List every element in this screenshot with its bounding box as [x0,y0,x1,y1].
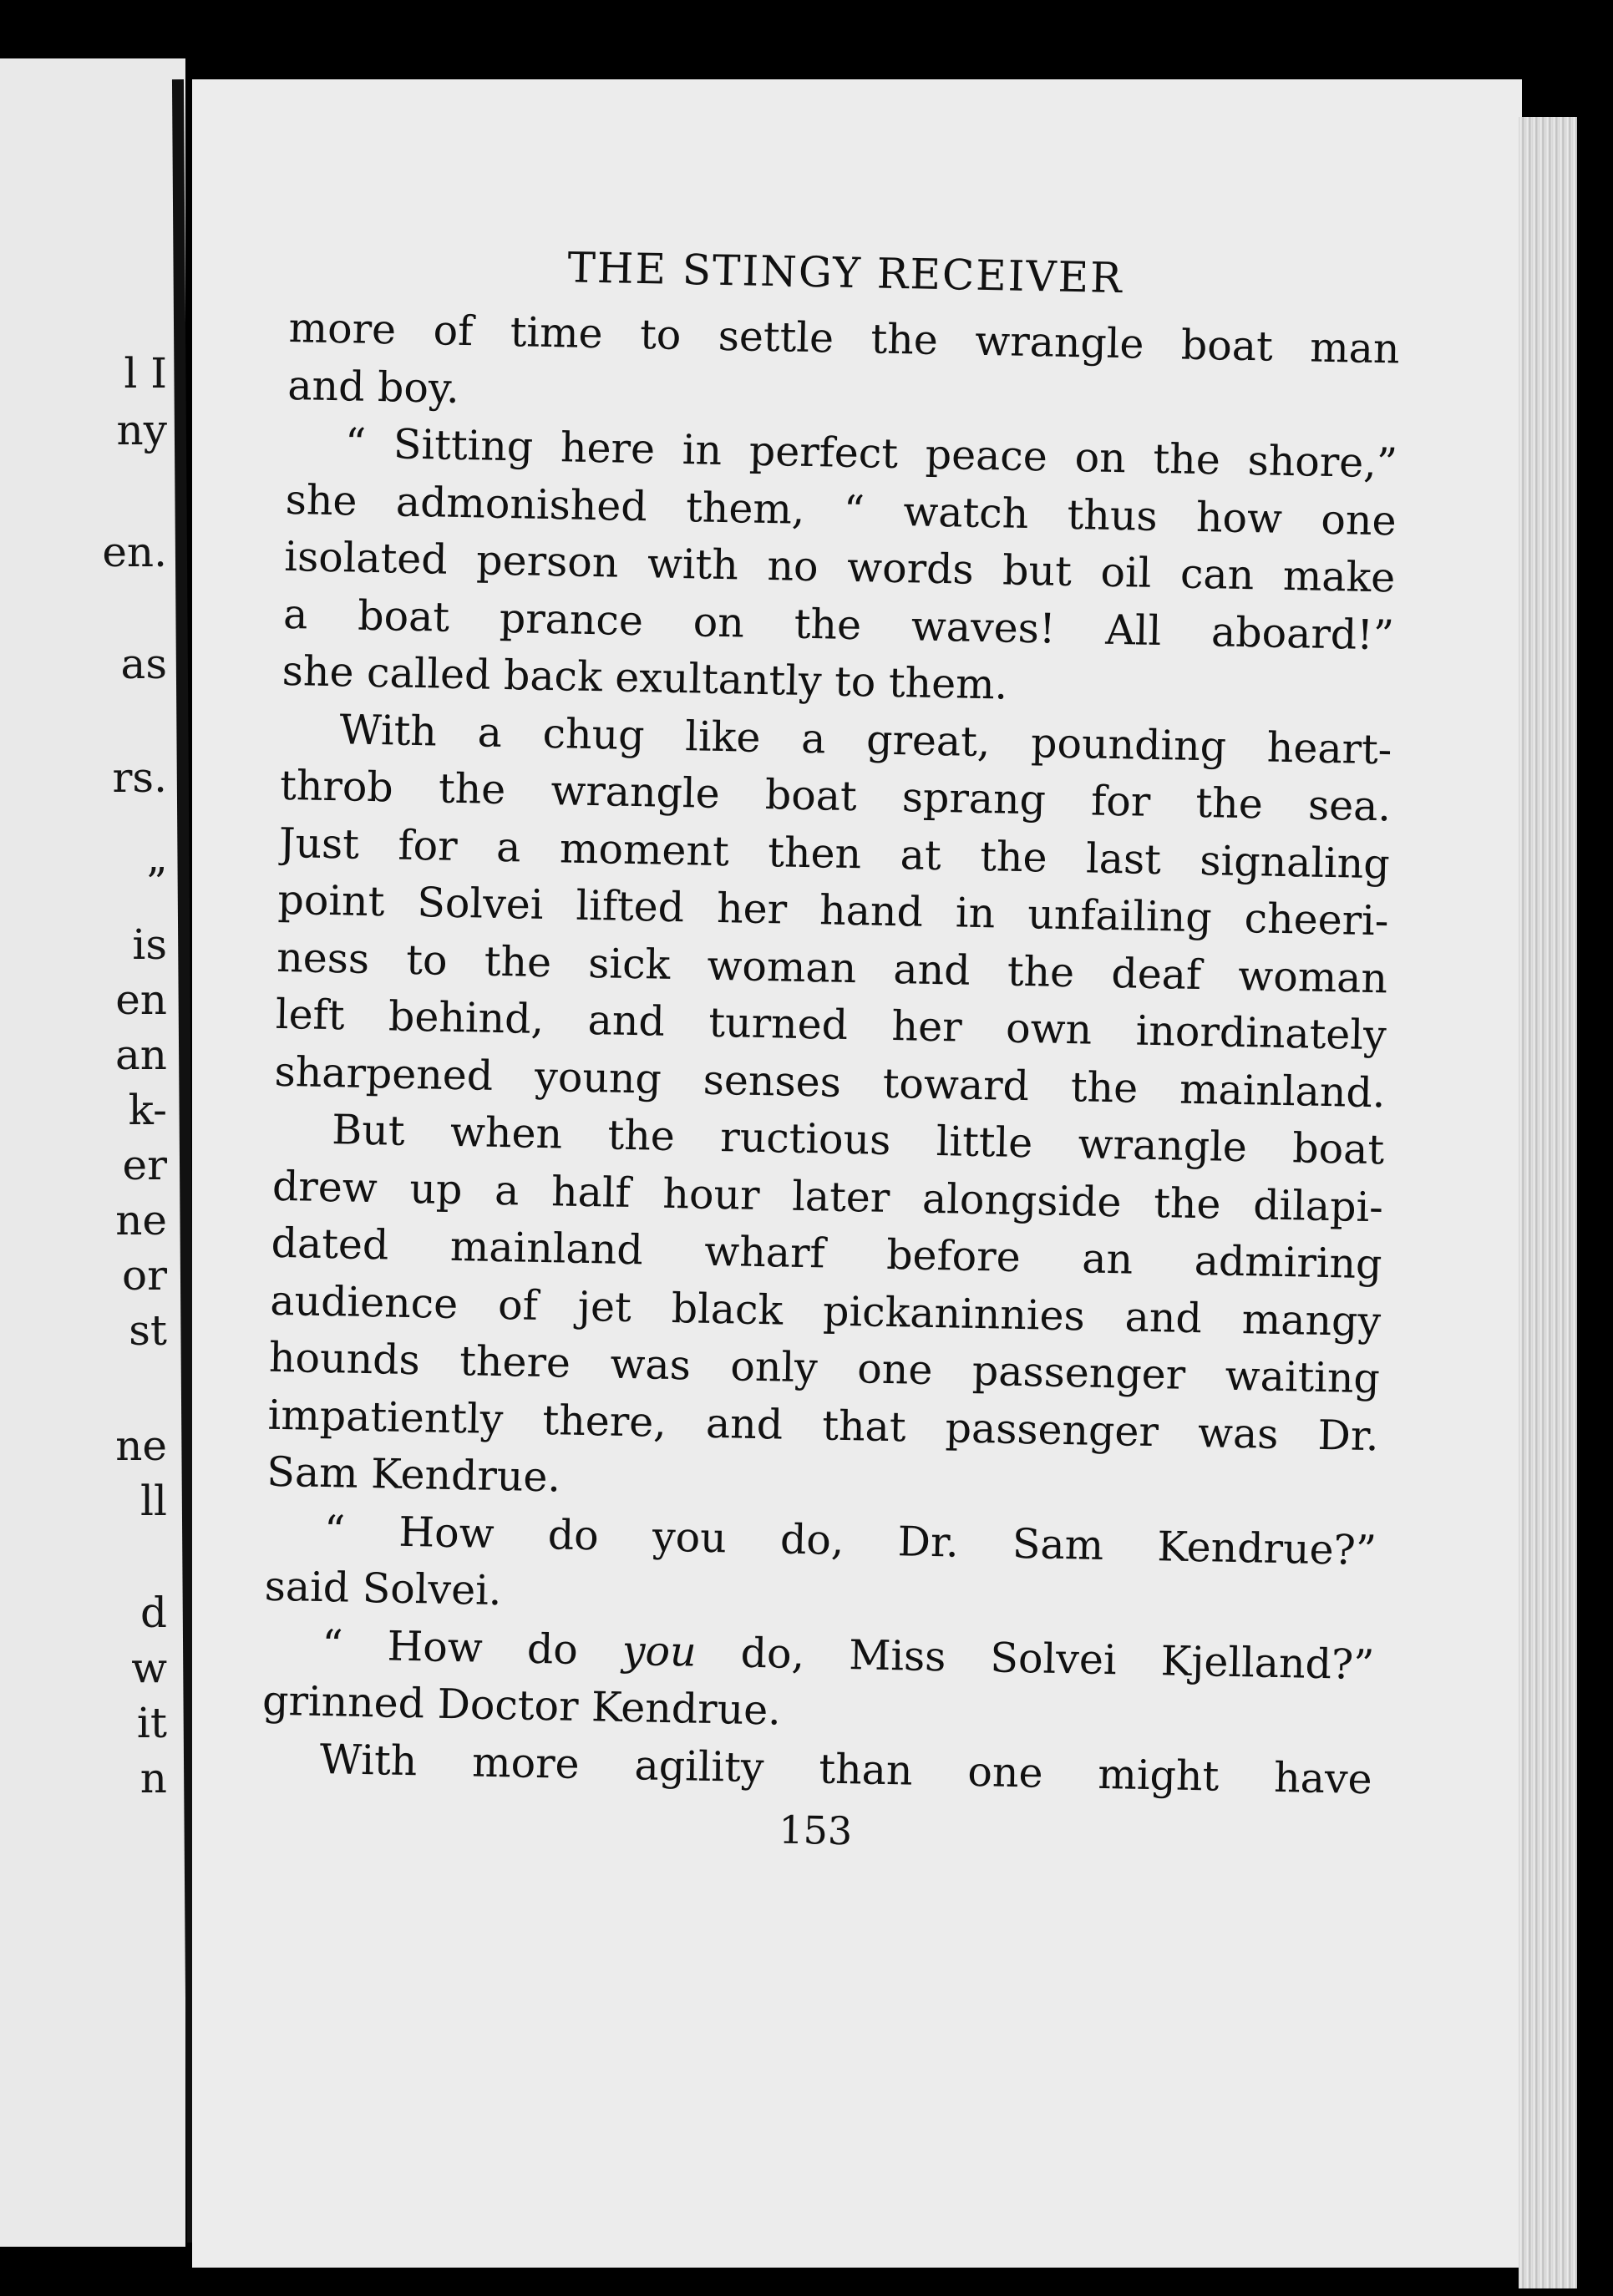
left-page-fragment: ll [140,1477,167,1525]
text-line: she admonished them, “ watch thus how one [285,475,1397,545]
text-line: But when the ructious little wrangle boat [331,1106,1385,1174]
left-page-fragment: ny [116,406,167,454]
running-head: THE STINGY RECEIVER [566,243,1124,303]
left-page-fragment: k- [128,1086,167,1134]
left-page-fragment: as [120,640,167,688]
text-line: left behind, and turned her own inordinately [275,990,1387,1060]
left-page-edge [0,58,185,2247]
left-page-fragment: ” [145,859,167,907]
italic-emphasis: you [621,1626,697,1676]
text-line: dated mainland wharf before an admiring [271,1219,1383,1289]
text-line: isolated person with no words but oil can make [283,532,1396,602]
left-page-fragment: ne [115,1196,167,1244]
text-line: and boy. [287,361,460,413]
text-line: drew up a half hour later alongside the dilapi- [271,1162,1384,1231]
left-page-fragment: st [129,1306,167,1355]
left-page-fragment: n [139,1754,167,1802]
dialogue-before: “ How do [321,1620,623,1675]
left-page-fragment: rs. [112,753,167,802]
page-number: 153 [778,1807,853,1854]
left-page-fragment: is [132,920,167,969]
text-line: more of time to settle the wrangle boat man [288,303,1401,373]
text-line: impatiently there, and that passenger was Dr. [267,1391,1380,1460]
text-line: Sam Kendrue. [266,1447,561,1502]
left-page-fragment: an [114,1031,167,1079]
text-line: With more agility than one might have [319,1735,1373,1803]
text-line: grinned Doctor Kendrue. [261,1676,782,1735]
text-line: Just for a moment then at the last signaling [278,819,1391,888]
text-line: throb the wrangle boat sprang for the sea. [279,761,1392,831]
text-line: hounds there was only one passenger waiting [268,1333,1381,1403]
left-page-fragment: l I [124,349,167,398]
page-text-block [260,230,1402,1870]
left-page-fragment: en [115,976,167,1024]
left-page-fragment: or [121,1251,167,1300]
dialogue-after: do, Miss Solvei Kjelland?” [696,1628,1375,1689]
text-line: ness to the sick woman and the deaf woman [276,933,1388,1002]
left-page-fragment: w [131,1644,167,1692]
left-page-fragment: it [136,1699,167,1747]
text-line: sharpened young senses toward the mainland. [274,1047,1386,1117]
book-page [192,79,1522,2268]
text-line: With a chug like a great, pounding heart- [338,705,1392,773]
left-page-fragment: d [139,1589,167,1637]
left-page-fragment: en. [102,528,167,576]
text-line: audience of jet black pickaninnies and mangy [269,1276,1382,1346]
text-line: a boat prance on the waves! All aboard!” [282,590,1395,659]
page-edges [1519,117,1577,2288]
text-line: point Solvei lifted her hand in unfailing cheeri- [277,875,1389,945]
text-line: “ Sitting here in perfect peace on the shore,” [344,419,1398,488]
left-page-fragment: er [122,1141,167,1189]
left-page-fragment: ne [115,1422,167,1470]
text-line: “ How do you do, Dr. Sam Kendrue?” [323,1506,1377,1574]
text-line: she called back exultantly to them. [282,646,1008,709]
text-line: said Solvei. [264,1562,502,1615]
